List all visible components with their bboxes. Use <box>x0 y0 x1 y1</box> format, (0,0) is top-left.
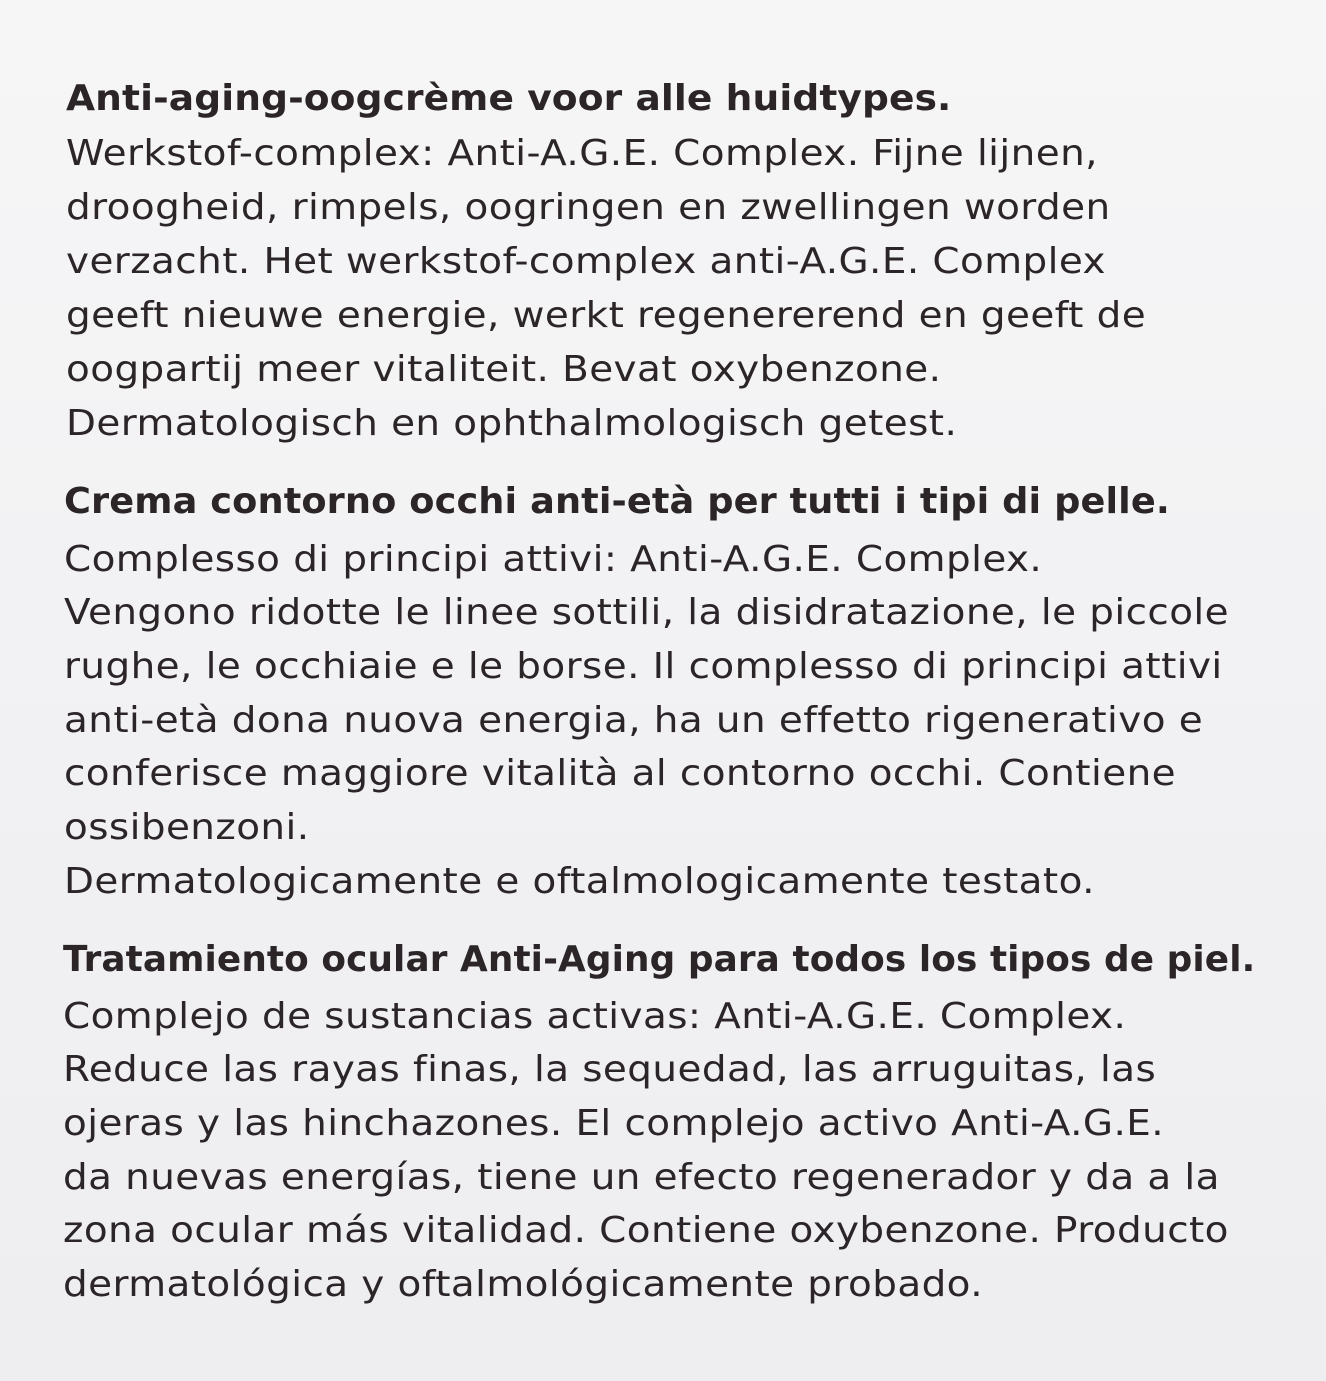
section-line: verzacht. Het werkstof-complex anti-A.G.E. Complex <box>66 241 1106 282</box>
section-line: conferisce maggiore vitalità al contorno occhi. Contiene <box>64 753 1177 794</box>
section-line: ossibenzoni. <box>64 807 310 848</box>
section-title: Crema contorno occhi anti-età per tutti i tipi di pelle. <box>64 481 1170 522</box>
section-line: oogpartij meer vitaliteit. Bevat oxybenzone. <box>66 349 942 390</box>
section-line: zona ocular más vitalidad. Contiene oxybenzone. Producto <box>63 1210 1229 1251</box>
section-line: Reduce las rayas finas, la sequedad, las arruguitas, las <box>63 1049 1157 1090</box>
section-line: Dermatologicamente e oftalmologicamente testato. <box>64 861 1095 902</box>
section-line: dermatológica y oftalmológicamente probado. <box>63 1264 984 1305</box>
section-line: Werkstof-complex: Anti-A.G.E. Complex. Fijne lijnen, <box>66 133 1098 174</box>
section-line: rughe, le occhiaie e le borse. Il complesso di principi attivi <box>64 646 1223 687</box>
section-line: droogheid, rimpels, oogringen en zwellingen worden <box>66 187 1111 228</box>
section-title: Tratamiento ocular Anti-Aging para todos los tipos de piel. <box>63 939 1256 980</box>
section-line: Complesso di principi attivi: Anti-A.G.E. Complex. <box>64 539 1043 580</box>
section-line: Complejo de sustancias activas: Anti-A.G.E. Complex. <box>63 996 1127 1037</box>
section-line: Vengono ridotte le linee sottili, la disidratazione, le piccole <box>64 592 1230 633</box>
section-line: anti-età dona nuova energia, ha un effetto rigenerativo e <box>64 700 1204 741</box>
section-line: ojeras y las hinchazones. El complejo activo Anti-A.G.E. <box>63 1103 1165 1144</box>
section-line: da nuevas energías, tiene un efecto regenerador y da a la <box>63 1157 1220 1198</box>
section-title: Anti-aging-oogcrème voor alle huidtypes. <box>66 78 952 119</box>
section-line: Dermatologisch en ophthalmologisch getest. <box>66 403 958 444</box>
section-line: geeft nieuwe energie, werkt regenererend en geeft de <box>66 295 1147 336</box>
